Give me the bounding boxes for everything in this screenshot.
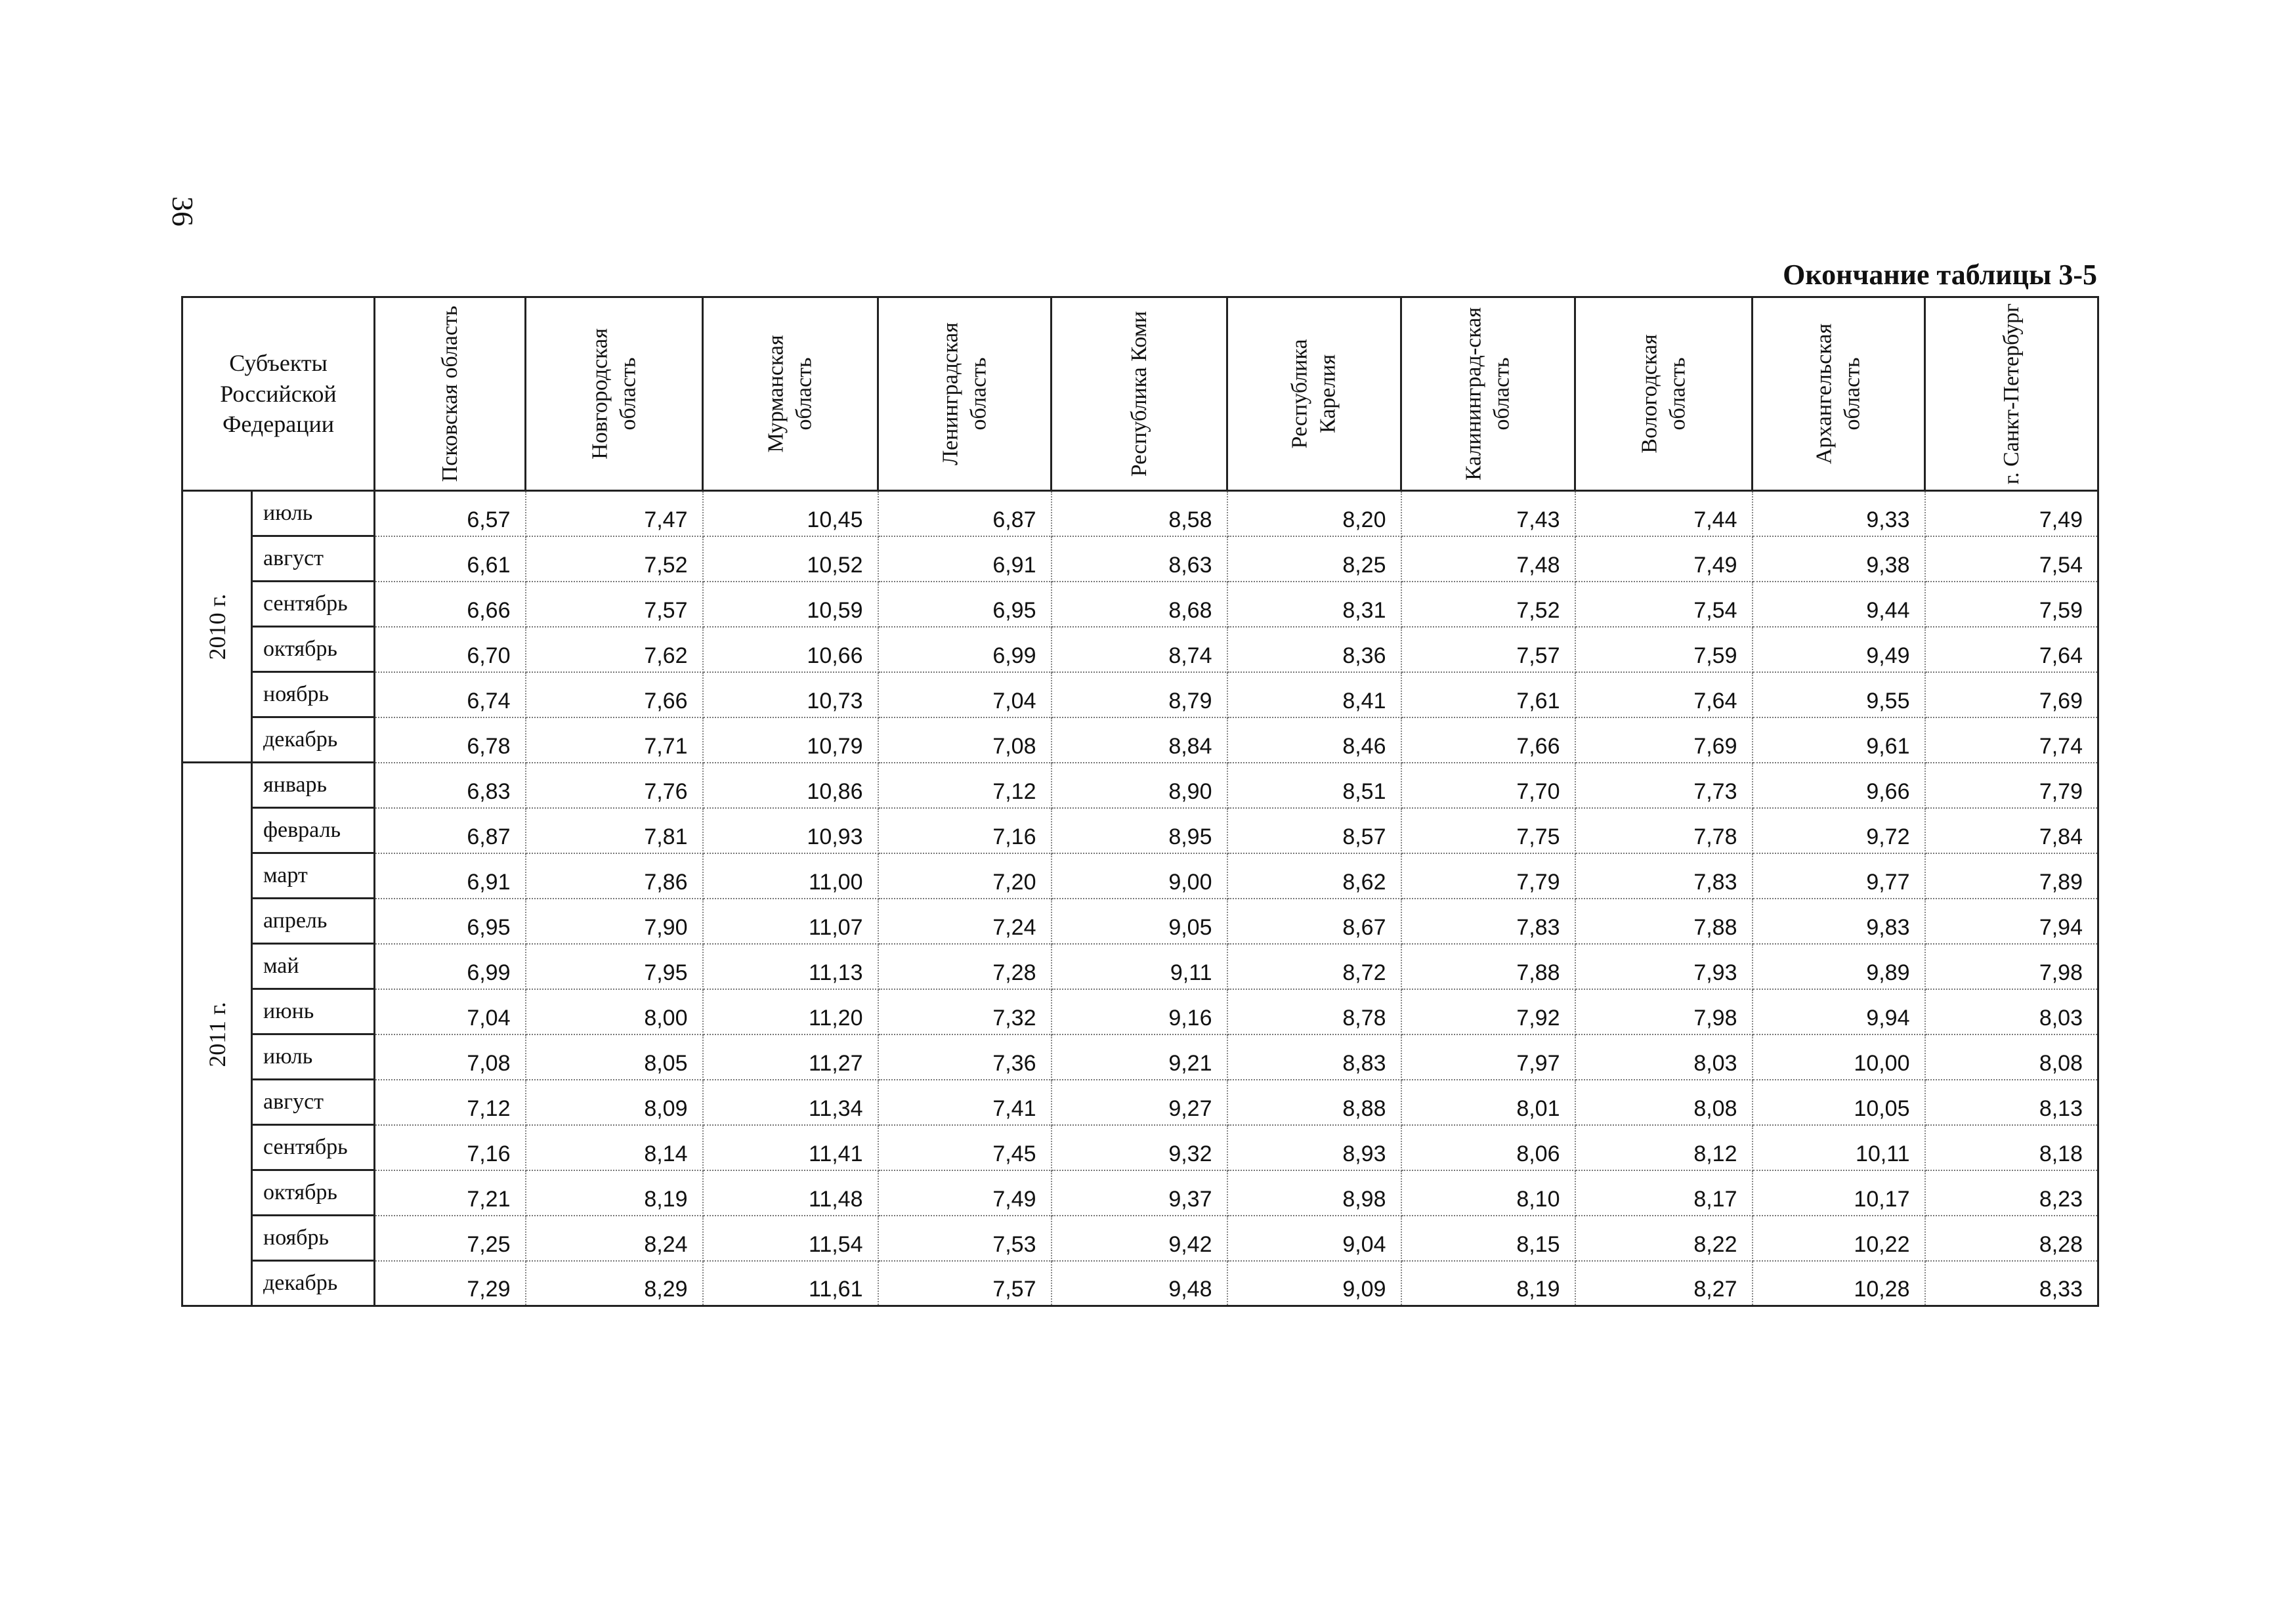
value-cell: 8,01 xyxy=(1401,1080,1575,1125)
value-cell: 10,11 xyxy=(1753,1125,1925,1170)
value-cell: 7,97 xyxy=(1401,1034,1575,1080)
value-cell: 8,00 xyxy=(526,989,703,1034)
value-cell: 9,09 xyxy=(1227,1261,1401,1306)
table-row xyxy=(182,717,2098,763)
value-cell: 6,57 xyxy=(375,491,526,536)
value-cell: 7,98 xyxy=(1575,989,1753,1034)
value-cell: 7,59 xyxy=(1575,627,1753,672)
table-caption: Окончание таблицы 3-5 xyxy=(1783,259,2097,291)
value-cell: 9,42 xyxy=(1052,1216,1227,1261)
value-cell: 7,95 xyxy=(526,944,703,989)
value-cell: 9,37 xyxy=(1052,1170,1227,1216)
value-cell: 7,43 xyxy=(1401,491,1575,536)
value-cell: 7,54 xyxy=(1575,582,1753,627)
value-cell: 7,16 xyxy=(375,1125,526,1170)
region-header xyxy=(1925,297,2098,491)
table-row xyxy=(182,989,2098,1034)
table-row xyxy=(182,853,2098,899)
value-cell: 9,27 xyxy=(1052,1080,1227,1125)
value-cell: 10,73 xyxy=(703,672,878,717)
value-cell: 11,48 xyxy=(703,1170,878,1216)
region-header xyxy=(1227,297,1401,491)
value-cell: 7,32 xyxy=(878,989,1052,1034)
table-row xyxy=(182,627,2098,672)
month-cell: май xyxy=(252,944,375,989)
value-cell: 8,72 xyxy=(1227,944,1401,989)
value-cell: 8,58 xyxy=(1052,491,1227,536)
table-row xyxy=(182,944,2098,989)
value-cell: 7,28 xyxy=(878,944,1052,989)
value-cell: 7,49 xyxy=(1575,536,1753,582)
value-cell: 8,12 xyxy=(1575,1125,1753,1170)
table-row xyxy=(182,491,2098,536)
value-cell: 9,83 xyxy=(1753,899,1925,944)
month-cell: август xyxy=(252,1080,375,1125)
table-row xyxy=(182,582,2098,627)
value-cell: 6,87 xyxy=(878,491,1052,536)
value-cell: 8,10 xyxy=(1401,1170,1575,1216)
value-cell: 10,22 xyxy=(1753,1216,1925,1261)
value-cell: 11,00 xyxy=(703,853,878,899)
region-header xyxy=(703,297,878,491)
value-cell: 8,20 xyxy=(1227,491,1401,536)
value-cell: 8,78 xyxy=(1227,989,1401,1034)
value-cell: 7,79 xyxy=(1925,763,2098,808)
value-cell: 7,88 xyxy=(1575,899,1753,944)
value-cell: 7,78 xyxy=(1575,808,1753,853)
region-header xyxy=(1753,297,1925,491)
value-cell: 8,68 xyxy=(1052,582,1227,627)
month-cell: октябрь xyxy=(252,627,375,672)
value-cell: 7,16 xyxy=(878,808,1052,853)
region-header xyxy=(375,297,526,491)
value-cell: 11,41 xyxy=(703,1125,878,1170)
value-cell: 11,20 xyxy=(703,989,878,1034)
value-cell: 8,24 xyxy=(526,1216,703,1261)
month-cell: февраль xyxy=(252,808,375,853)
value-cell: 9,77 xyxy=(1753,853,1925,899)
value-cell: 7,73 xyxy=(1575,763,1753,808)
value-cell: 7,08 xyxy=(375,1034,526,1080)
value-cell: 7,52 xyxy=(526,536,703,582)
value-cell: 8,84 xyxy=(1052,717,1227,763)
value-cell: 7,90 xyxy=(526,899,703,944)
month-cell: январь xyxy=(252,763,375,808)
value-cell: 10,17 xyxy=(1753,1170,1925,1216)
value-cell: 7,04 xyxy=(375,989,526,1034)
value-cell: 8,98 xyxy=(1227,1170,1401,1216)
month-cell: июль xyxy=(252,491,375,536)
month-cell: ноябрь xyxy=(252,672,375,717)
region-header-label: Архангельская область xyxy=(1812,323,1864,465)
value-cell: 9,66 xyxy=(1753,763,1925,808)
value-cell: 8,19 xyxy=(526,1170,703,1216)
value-cell: 7,20 xyxy=(878,853,1052,899)
value-cell: 11,34 xyxy=(703,1080,878,1125)
value-cell: 7,21 xyxy=(375,1170,526,1216)
value-cell: 7,66 xyxy=(1401,717,1575,763)
year-label: 2011 г. xyxy=(203,1001,230,1067)
value-cell: 6,99 xyxy=(375,944,526,989)
value-cell: 9,33 xyxy=(1753,491,1925,536)
value-cell: 8,41 xyxy=(1227,672,1401,717)
value-cell: 8,62 xyxy=(1227,853,1401,899)
region-header-label: Ленинградская область xyxy=(938,322,990,465)
table-row xyxy=(182,1216,2098,1261)
value-cell: 7,57 xyxy=(526,582,703,627)
value-cell: 9,72 xyxy=(1753,808,1925,853)
value-cell: 7,70 xyxy=(1401,763,1575,808)
value-cell: 7,48 xyxy=(1401,536,1575,582)
region-header-label: Республика Карелия xyxy=(1287,339,1340,449)
value-cell: 6,66 xyxy=(375,582,526,627)
value-cell: 7,29 xyxy=(375,1261,526,1306)
value-cell: 8,25 xyxy=(1227,536,1401,582)
month-cell: декабрь xyxy=(252,717,375,763)
value-cell: 11,54 xyxy=(703,1216,878,1261)
value-cell: 8,95 xyxy=(1052,808,1227,853)
value-cell: 6,83 xyxy=(375,763,526,808)
value-cell: 7,52 xyxy=(1401,582,1575,627)
value-cell: 7,75 xyxy=(1401,808,1575,853)
value-cell: 7,12 xyxy=(375,1080,526,1125)
value-cell: 9,32 xyxy=(1052,1125,1227,1170)
value-cell: 7,08 xyxy=(878,717,1052,763)
tariff-table xyxy=(181,296,2099,1307)
value-cell: 8,14 xyxy=(526,1125,703,1170)
value-cell: 6,61 xyxy=(375,536,526,582)
value-cell: 6,70 xyxy=(375,627,526,672)
value-cell: 7,74 xyxy=(1925,717,2098,763)
value-cell: 7,66 xyxy=(526,672,703,717)
value-cell: 7,04 xyxy=(878,672,1052,717)
region-header-label: Псковская область xyxy=(437,305,462,482)
value-cell: 7,25 xyxy=(375,1216,526,1261)
value-cell: 9,89 xyxy=(1753,944,1925,989)
table-row xyxy=(182,763,2098,808)
value-cell: 9,04 xyxy=(1227,1216,1401,1261)
table-row xyxy=(182,1261,2098,1306)
value-cell: 7,57 xyxy=(1401,627,1575,672)
year-cell xyxy=(182,763,252,1306)
value-cell: 8,08 xyxy=(1575,1080,1753,1125)
value-cell: 7,47 xyxy=(526,491,703,536)
value-cell: 11,27 xyxy=(703,1034,878,1080)
value-cell: 7,64 xyxy=(1575,672,1753,717)
value-cell: 7,36 xyxy=(878,1034,1052,1080)
year-cell xyxy=(182,491,252,763)
table-row xyxy=(182,1170,2098,1216)
table-row xyxy=(182,536,2098,582)
table-row xyxy=(182,1125,2098,1170)
month-cell: сентябрь xyxy=(252,1125,375,1170)
region-header xyxy=(878,297,1052,491)
region-header-label: Калининград-ская область xyxy=(1461,307,1514,480)
value-cell: 8,88 xyxy=(1227,1080,1401,1125)
value-cell: 10,28 xyxy=(1753,1261,1925,1306)
value-cell: 10,52 xyxy=(703,536,878,582)
table-row xyxy=(182,808,2098,853)
value-cell: 9,00 xyxy=(1052,853,1227,899)
value-cell: 7,62 xyxy=(526,627,703,672)
value-cell: 8,03 xyxy=(1575,1034,1753,1080)
header-row xyxy=(182,297,2098,491)
value-cell: 6,91 xyxy=(878,536,1052,582)
value-cell: 8,13 xyxy=(1925,1080,2098,1125)
value-cell: 10,00 xyxy=(1753,1034,1925,1080)
value-cell: 7,71 xyxy=(526,717,703,763)
region-header-label: Вологодская область xyxy=(1637,334,1690,454)
value-cell: 8,74 xyxy=(1052,627,1227,672)
table-row xyxy=(182,1080,2098,1125)
value-cell: 8,18 xyxy=(1925,1125,2098,1170)
month-cell: июнь xyxy=(252,989,375,1034)
value-cell: 7,83 xyxy=(1575,853,1753,899)
value-cell: 8,93 xyxy=(1227,1125,1401,1170)
value-cell: 6,91 xyxy=(375,853,526,899)
value-cell: 7,53 xyxy=(878,1216,1052,1261)
table-row xyxy=(182,1034,2098,1080)
month-cell: декабрь xyxy=(252,1261,375,1306)
value-cell: 7,64 xyxy=(1925,627,2098,672)
value-cell: 7,49 xyxy=(878,1170,1052,1216)
value-cell: 8,05 xyxy=(526,1034,703,1080)
value-cell: 7,98 xyxy=(1925,944,2098,989)
value-cell: 7,24 xyxy=(878,899,1052,944)
value-cell: 6,99 xyxy=(878,627,1052,672)
value-cell: 7,93 xyxy=(1575,944,1753,989)
region-header-label: Новгородская область xyxy=(587,328,640,459)
year-label: 2010 г. xyxy=(203,593,230,660)
value-cell: 7,69 xyxy=(1925,672,2098,717)
value-cell: 10,59 xyxy=(703,582,878,627)
value-cell: 8,06 xyxy=(1401,1125,1575,1170)
value-cell: 8,51 xyxy=(1227,763,1401,808)
value-cell: 8,09 xyxy=(526,1080,703,1125)
value-cell: 10,93 xyxy=(703,808,878,853)
month-cell: август xyxy=(252,536,375,582)
table-row xyxy=(182,899,2098,944)
value-cell: 8,19 xyxy=(1401,1261,1575,1306)
value-cell: 6,87 xyxy=(375,808,526,853)
value-cell: 7,69 xyxy=(1575,717,1753,763)
value-cell: 8,03 xyxy=(1925,989,2098,1034)
month-cell: сентябрь xyxy=(252,582,375,627)
value-cell: 8,57 xyxy=(1227,808,1401,853)
value-cell: 9,16 xyxy=(1052,989,1227,1034)
month-cell: октябрь xyxy=(252,1170,375,1216)
value-cell: 7,57 xyxy=(878,1261,1052,1306)
value-cell: 9,21 xyxy=(1052,1034,1227,1080)
value-cell: 8,31 xyxy=(1227,582,1401,627)
value-cell: 8,15 xyxy=(1401,1216,1575,1261)
value-cell: 7,41 xyxy=(878,1080,1052,1125)
page-number: 36 xyxy=(166,196,200,226)
month-cell: март xyxy=(252,853,375,899)
value-cell: 8,63 xyxy=(1052,536,1227,582)
value-cell: 9,38 xyxy=(1753,536,1925,582)
value-cell: 7,81 xyxy=(526,808,703,853)
value-cell: 7,83 xyxy=(1401,899,1575,944)
region-header xyxy=(1575,297,1753,491)
value-cell: 9,11 xyxy=(1052,944,1227,989)
value-cell: 8,33 xyxy=(1925,1261,2098,1306)
region-header xyxy=(526,297,703,491)
value-cell: 11,07 xyxy=(703,899,878,944)
table-row xyxy=(182,672,2098,717)
value-cell: 10,66 xyxy=(703,627,878,672)
value-cell: 8,08 xyxy=(1925,1034,2098,1080)
value-cell: 10,45 xyxy=(703,491,878,536)
region-header-label: г. Санкт-Петербург xyxy=(1999,303,2024,484)
value-cell: 8,79 xyxy=(1052,672,1227,717)
value-cell: 8,27 xyxy=(1575,1261,1753,1306)
value-cell: 9,94 xyxy=(1753,989,1925,1034)
value-cell: 9,61 xyxy=(1753,717,1925,763)
value-cell: 7,84 xyxy=(1925,808,2098,853)
value-cell: 8,67 xyxy=(1227,899,1401,944)
value-cell: 6,95 xyxy=(375,899,526,944)
value-cell: 7,49 xyxy=(1925,491,2098,536)
value-cell: 6,95 xyxy=(878,582,1052,627)
value-cell: 7,61 xyxy=(1401,672,1575,717)
corner-header: Субъекты Российской Федерации xyxy=(182,297,375,491)
value-cell: 7,54 xyxy=(1925,536,2098,582)
value-cell: 7,45 xyxy=(878,1125,1052,1170)
value-cell: 7,88 xyxy=(1401,944,1575,989)
value-cell: 9,05 xyxy=(1052,899,1227,944)
value-cell: 11,13 xyxy=(703,944,878,989)
value-cell: 8,17 xyxy=(1575,1170,1753,1216)
value-cell: 7,89 xyxy=(1925,853,2098,899)
value-cell: 8,36 xyxy=(1227,627,1401,672)
value-cell: 6,74 xyxy=(375,672,526,717)
value-cell: 8,83 xyxy=(1227,1034,1401,1080)
value-cell: 7,44 xyxy=(1575,491,1753,536)
value-cell: 7,86 xyxy=(526,853,703,899)
value-cell: 9,48 xyxy=(1052,1261,1227,1306)
value-cell: 7,92 xyxy=(1401,989,1575,1034)
region-header-label: Республика Коми xyxy=(1126,310,1151,477)
table-body xyxy=(182,491,2098,1306)
value-cell: 7,94 xyxy=(1925,899,2098,944)
region-header xyxy=(1401,297,1575,491)
value-cell: 7,79 xyxy=(1401,853,1575,899)
value-cell: 8,23 xyxy=(1925,1170,2098,1216)
month-cell: ноябрь xyxy=(252,1216,375,1261)
month-cell: июль xyxy=(252,1034,375,1080)
value-cell: 10,05 xyxy=(1753,1080,1925,1125)
value-cell: 8,28 xyxy=(1925,1216,2098,1261)
region-header-label: Мурманская область xyxy=(763,335,816,453)
value-cell: 8,22 xyxy=(1575,1216,1753,1261)
month-cell: апрель xyxy=(252,899,375,944)
value-cell: 10,79 xyxy=(703,717,878,763)
value-cell: 9,44 xyxy=(1753,582,1925,627)
value-cell: 9,49 xyxy=(1753,627,1925,672)
value-cell: 7,59 xyxy=(1925,582,2098,627)
value-cell: 7,76 xyxy=(526,763,703,808)
value-cell: 8,29 xyxy=(526,1261,703,1306)
value-cell: 9,55 xyxy=(1753,672,1925,717)
value-cell: 6,78 xyxy=(375,717,526,763)
value-cell: 8,46 xyxy=(1227,717,1401,763)
value-cell: 7,12 xyxy=(878,763,1052,808)
value-cell: 10,86 xyxy=(703,763,878,808)
value-cell: 11,61 xyxy=(703,1261,878,1306)
value-cell: 8,90 xyxy=(1052,763,1227,808)
region-header xyxy=(1052,297,1227,491)
